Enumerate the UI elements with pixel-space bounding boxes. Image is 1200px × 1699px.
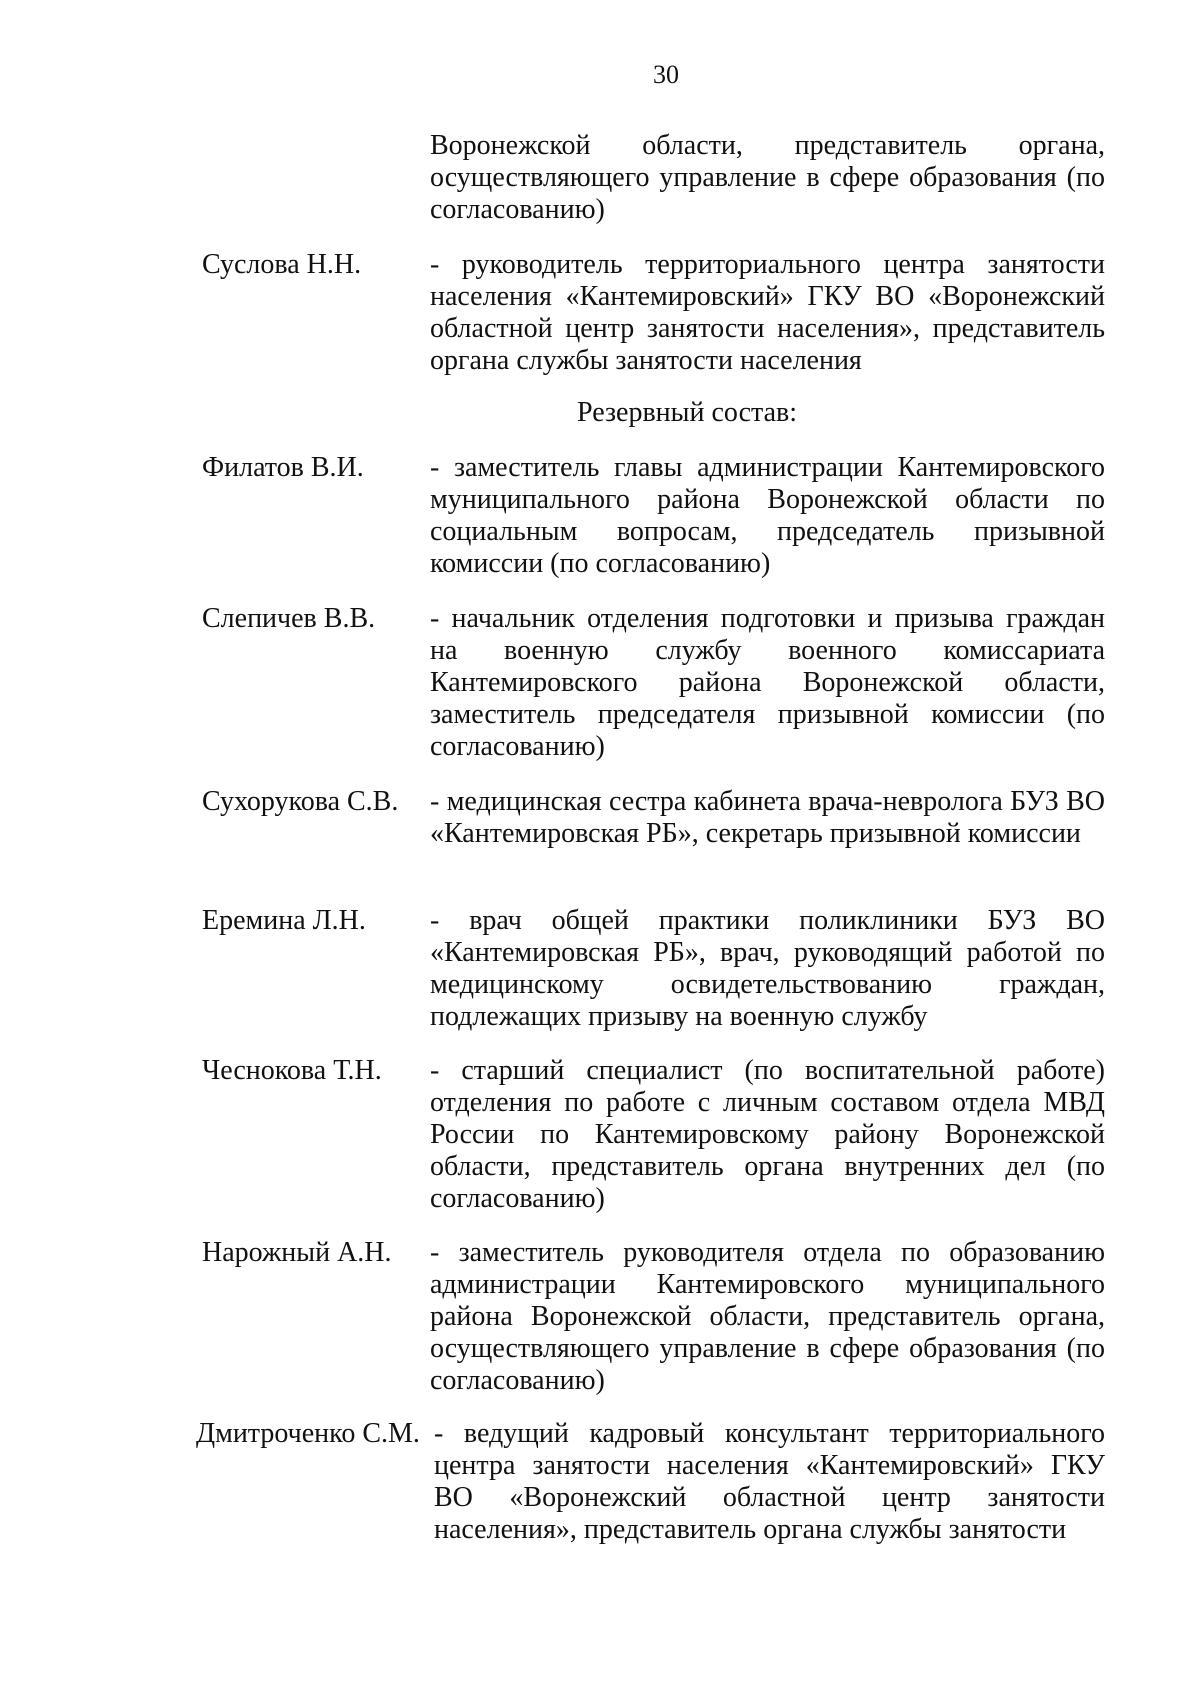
member-name: Сухорукова С.В. (202, 786, 399, 817)
member-description: - медицинская сестра кабинета врача-невролога БУЗ ВО «Кантемировская РБ», секретарь призывной комиссии (430, 786, 1105, 849)
member-name: Чеснокова Т.Н. (202, 1055, 382, 1086)
member-name: Суслова Н.Н. (202, 249, 362, 280)
member-name: Дмитроченко С.М. (196, 1418, 420, 1449)
page-number: 30 (653, 60, 679, 89)
member-description: - начальник отделения подготовки и призыва граждан на военную службу военного комиссариата Кантемировского района Воронежской области, заместитель председателя призывной комиссии (по согласованию) (430, 603, 1105, 762)
member-description: - заместитель главы администрации Кантемировского муниципального района Воронежской области по социальным вопросам, председатель призывной комиссии (по согласованию) (430, 452, 1105, 579)
member-description: - руководитель территориального центра занятости населения «Кантемировский» ГКУ ВО «Воронежский областной центр занятости населения», представитель органа службы занятости населения (430, 249, 1105, 376)
reserve-section-title: Резервный состав: (576, 397, 798, 428)
continuation-paragraph: Воронежской области, представитель органа, осуществляющего управление в сфере образования (по согласованию) (430, 130, 1105, 225)
member-description: - заместитель руководителя отдела по образованию администрации Кантемировского муниципального района Воронежской области, представитель органа, осуществляющего управление в сфере образования (по согласованию) (430, 1237, 1105, 1396)
member-description: - старший специалист (по воспитательной работе) отделения по работе с личным составом отдела МВД России по Кантемировскому району Воронежской области, представитель органа внутренних дел (по согласованию) (430, 1055, 1105, 1214)
member-name: Еремина Л.Н. (202, 905, 366, 936)
member-description: - ведущий кадровый консультант территориального центра занятости населения «Кантемировский» ГКУ ВО «Воронежский областной центр занятости населения», представитель органа службы занятости (434, 1418, 1105, 1545)
member-description: - врач общей практики поликлиники БУЗ ВО «Кантемировская РБ», врач, руководящий работой по медицинскому освидетельствованию граждан, подлежащих призыву на военную службу (430, 905, 1105, 1032)
member-name: Филатов В.И. (202, 452, 364, 483)
member-name: Слепичев В.В. (202, 603, 376, 634)
member-name: Нарожный А.Н. (202, 1237, 392, 1268)
